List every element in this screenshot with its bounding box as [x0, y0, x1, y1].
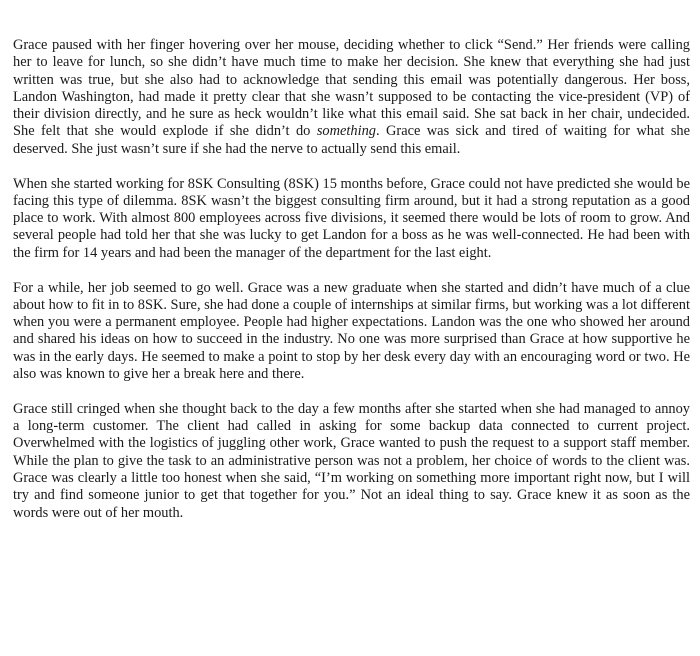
paragraph-1 — [13, 37, 690, 158]
paragraph-1-text-start: Grace paused with her finger hovering over her mouse, deciding whether to click “Send.” Her friends were calling her to leave for lunch, so she didn’t have much time to make her decision. She knew that everything she had just written was true, but she also had to acknowledge that sending this email was potentially dangerous. Her boss, Landon Washington, had made it pretty clear that she wasn’t supposed to be contacting the vice-president (VP) of their division directly, and he sure as heck wouldn’t like what this email said. She sat back in her chair, undecided. She felt that she would explode if she didn’t do — [13, 37, 690, 140]
paragraph-1-text-end: . Grace was sick and tired of waiting for what she deserved. She just wasn’t sure if she had the nerve to actually send this email. — [13, 123, 691, 157]
paragraph-2: When she started working for 8SK Consulting (8SK) 15 months before, Grace could not have predicted she would be facing this type of dilemma. 8SK wasn’t the biggest consulting firm around, but it had a strong reputation as a good place to work. With almost 800 employees across five divisions, it seemed there would be lots of room to grow. And several people had told her that she was lucky to get Landon for a boss as he was well-connected. He had been with the firm for 14 years and had been the manager of the department for the last eight. — [13, 175, 690, 261]
paragraph-3: For a while, her job seemed to go well. Grace was a new graduate when she started and didn’t have much of a clue about how to fit in to 8SK. Sure, she had done a couple of internships at similar firms, but working was a lot different when you were a permanent employee. People had higher expectations. Landon was the one who showed her around and shared his ideas on how to succeed in the industry. No one was more surprised than Grace at how supportive he was in the early days. He seemed to make a point to stop by her desk every day with an encouraging word or two. He also was known to give her a break here and there. — [13, 279, 690, 383]
paragraph-1-emphasis: something — [316, 123, 376, 140]
document-page — [13, 37, 690, 522]
paragraph-4: Grace still cringed when she thought back to the day a few months after she started when she had managed to annoy a long-term customer. The client had called in asking for some backup data connected to current project. Overwhelmed with the logistics of juggling other work, Grace wanted to push the request to a support staff member. While the plan to give the task to an administrative person was not a problem, her choice of words to the client was. Grace was clearly a little too honest when she said, “I’m working on something more important right now, but I will try and find someone junior to get that together for you.” Not an ideal thing to say. Grace knew it as soon as the words were out of her mouth. — [13, 400, 690, 521]
